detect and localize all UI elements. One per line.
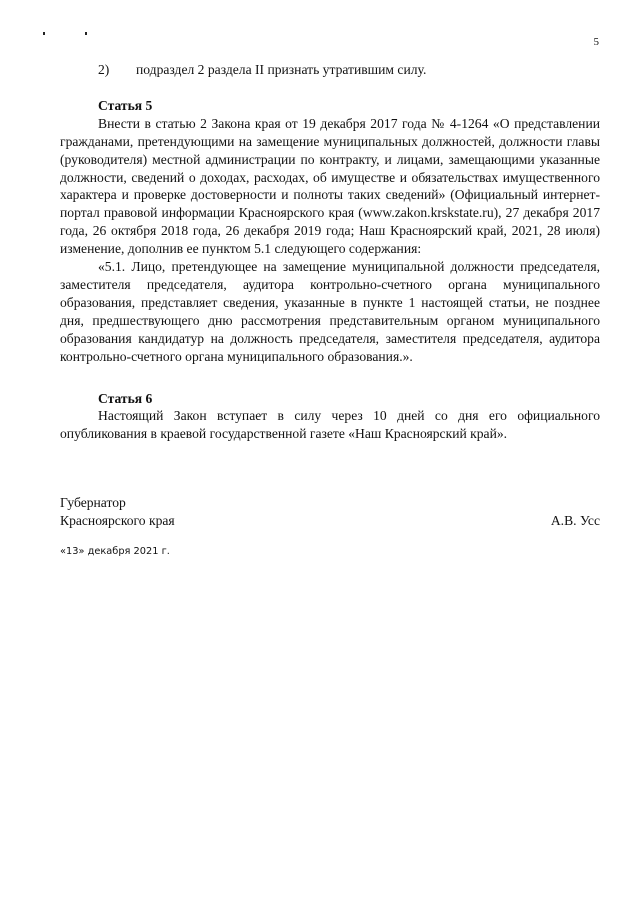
article-6-paragraph-1: Настоящий Закон вступает в силу через 10 дней со дня его официального опубликования в краевой государственной газете «Наш Красноярский край». [60,408,600,442]
article-6 [60,390,600,444]
list-item-text: подраздел 2 раздела II признать утратившим силу. [136,62,427,77]
article-5-paragraph-1: Внести в статью 2 Закона края от 19 декабря 2017 года № 4-1264 «О представлении гражданами, претендующими на замещение муниципальных должностей, должности главы (руководителя) местной администрации по контракту, и лицами, замещающими указанные должности, сведений о доходах, расходах, об имуществе и обязательствах имущественного характера и проверке достоверности и полноты таких сведений» (Официальный интернет-портал правовой информации Красноярского края (www.zakon.krskstate.ru), 27 декабря 2017 года, 26 октября 2018 года, 26 декабря 2019 года; Наш Красноярский край, 2021, 28 июля) изменение, дополнив ее пунктом 5.1 следующего содержания: [60,115,600,257]
page-number: 5 [593,36,599,48]
article-5-paragraph-2: «5.1. Лицо, претендующее на замещение муниципальной должности председателя, заместителя председателя, аудитора контрольно-счетного органа муниципального образования, представляет сведения, указанные в пункте 1 настоящей статьи, не позднее дня, предшествующего дню рассмотрения представительным органом муниципального образования кандидатур на должность председателя, заместителя председателя, аудитора контрольно-счетного органа муниципального образования.». [60,259,600,364]
signature-post-line-2: Красноярского края [60,513,175,528]
signing-date: «13» декабря 2021 г. [60,546,170,557]
list-item-number: 2) [98,62,110,77]
article-5-title: Статья 5 [98,97,153,113]
article-5 [60,97,600,366]
signature-post-line-1: Губернатор [60,495,126,510]
document-body [60,61,600,443]
signature-block [60,494,600,530]
signatory-name: А.В. Усс [550,513,600,528]
list-item-2 [60,61,600,79]
scan-specks [40,30,100,40]
article-6-title: Статья 6 [98,390,153,406]
